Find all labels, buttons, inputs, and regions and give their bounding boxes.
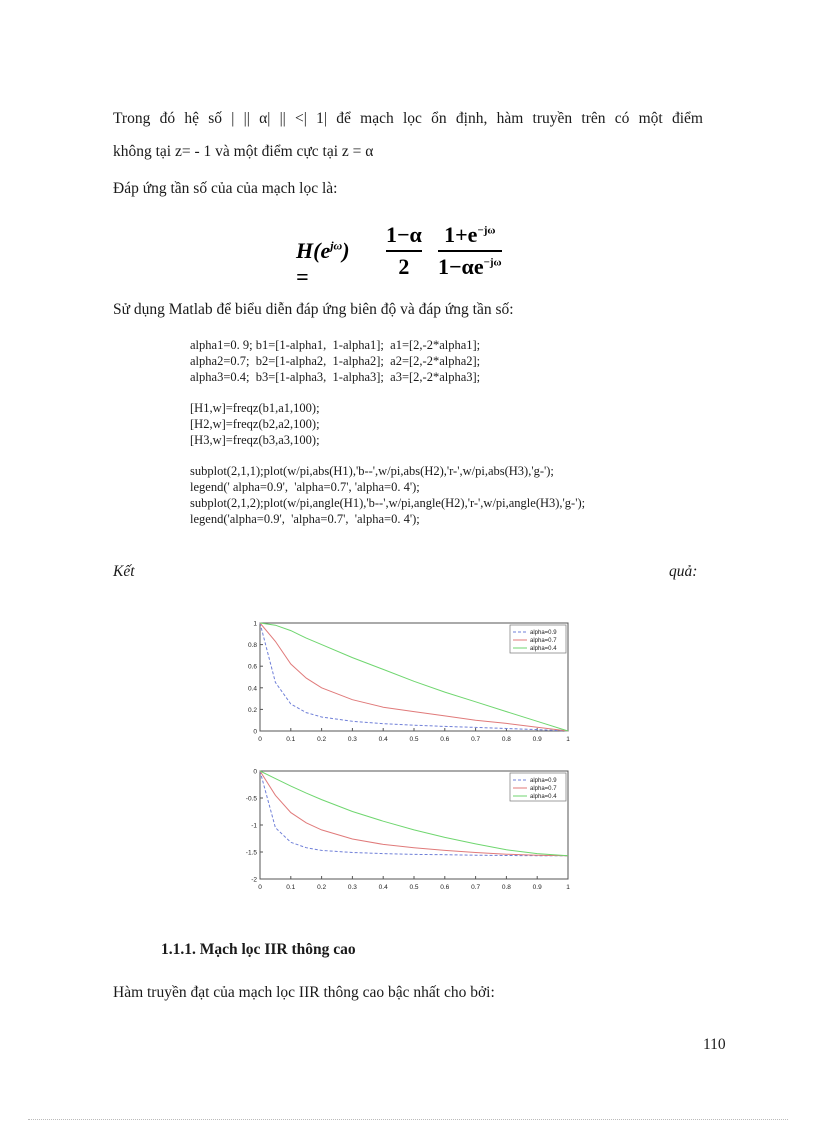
fraction-bar [386,250,422,252]
x-tick-label: 0.7 [471,736,481,743]
x-tick-label: 0.2 [317,736,327,743]
legend-label: alpha=0.4 [530,794,557,800]
legend-label: alpha=0.9 [530,630,557,636]
paragraph: Đáp ứng tần số của của mạch lọc là: [113,180,338,197]
x-tick-label: 1 [566,884,570,891]
code-line: alpha2=0.7; b2=[1-alpha2, 1-alpha2]; a2=[2,-2*alpha2]; [190,354,481,368]
x-tick-label: 0.6 [440,736,450,743]
paragraph-line: Trong đó hệ số | || α| || <| 1| để mạch lọc ổn định, hàm truyền trên có một điểm [113,110,703,127]
y-tick-label: 0.8 [247,642,257,650]
magnitude-chart-svg [240,615,580,750]
x-tick-label: 0.4 [378,884,388,891]
y-tick-label: 0.4 [247,685,257,693]
code-line: [H2,w]=freqz(b2,a2,100); [190,417,320,431]
x-tick-label: 0.4 [378,736,388,743]
x-tick-label: 0 [258,884,262,891]
fraction-2-numerator [444,222,495,248]
legend-label: alpha=0.4 [530,646,557,652]
fraction-bar [438,250,502,252]
y-tick-label: 0.2 [247,706,257,714]
code-line: legend('alpha=0.9', 'alpha=0.7', 'alpha=0. 4'); [190,512,420,526]
x-tick-label: 0.3 [347,736,357,743]
magnitude-response-chart [240,615,580,750]
x-tick-label: 0.1 [286,736,296,743]
legend-label: alpha=0.7 [530,786,557,792]
phase-chart-svg [240,763,580,898]
x-tick-label: 0.5 [409,736,419,743]
section-heading: 1.1.1. Mạch lọc IIR thông cao [161,941,356,958]
result-label-left: Kết [113,563,135,580]
paragraph: Hàm truyền đạt của mạch lọc IIR thông cao bậc nhất cho bởi: [113,984,495,1001]
y-tick-label: 0.6 [247,663,257,671]
x-tick-label: 0 [258,736,262,743]
x-tick-label: 1 [566,736,570,743]
code-line: [H1,w]=freqz(b1,a1,100); [190,401,320,415]
y-tick-label: 0 [253,728,257,736]
x-tick-label: 0.8 [501,736,511,743]
page-number: 110 [703,1036,726,1053]
code-line: legend(' alpha=0.9', 'alpha=0.7', 'alpha=0. 4'); [190,480,420,494]
formula-lhs-sup: jω [330,238,343,253]
fraction-2-denominator [438,254,502,280]
code-line: alpha1=0. 9; b1=[1-alpha1, 1-alpha1]; a1=[2,-2*alpha1]; [190,338,481,352]
fraction-1-numerator: 1−α [386,222,422,247]
code-line: subplot(2,1,2);plot(w/pi,angle(H1),'b--',w/pi,angle(H2),'r-',w/pi,angle(H3),'g-'); [190,496,586,510]
x-tick-label: 0.5 [409,884,419,891]
fraction-2-numerator-sup: −jω [477,224,496,237]
x-tick-label: 0.1 [286,884,296,891]
y-tick-label: 1 [253,620,257,628]
x-tick-label: 0.9 [532,884,542,891]
x-tick-label: 0.8 [501,884,511,891]
fraction-2-denominator-sup: −jω [483,256,502,269]
code-line: subplot(2,1,1);plot(w/pi,abs(H1),'b--',w/pi,abs(H2),'r-',w/pi,abs(H3),'g-'); [190,464,554,478]
y-tick-label: 0 [253,768,257,776]
formula-lhs [296,238,350,290]
x-tick-label: 0.9 [532,736,542,743]
paragraph: Sử dụng Matlab để biểu diễn đáp ứng biên độ và đáp ứng tần số: [113,301,514,318]
fraction-2-denominator-base: 1−αe [438,254,484,279]
legend-label: alpha=0.9 [530,778,557,784]
formula-lhs-end: ) = [296,238,350,289]
x-tick-label: 0.7 [471,884,481,891]
formula-lhs-text: H(e [296,238,331,263]
x-tick-label: 0.6 [440,884,450,891]
result-label-right: quả: [669,563,698,580]
fraction-1-denominator: 2 [398,254,410,279]
fraction-2-numerator-base: 1+e [444,222,478,247]
phase-response-chart [240,763,580,898]
y-tick-label: -1.5 [245,849,257,857]
code-line: alpha3=0.4; b3=[1-alpha3, 1-alpha3]; a3=[2,-2*alpha3]; [190,370,481,384]
page-footer-rule [28,1119,788,1120]
legend-label: alpha=0.7 [530,638,557,644]
fraction-1 [386,222,422,280]
fraction-2 [438,222,502,280]
y-tick-label: -0.5 [245,795,257,803]
x-tick-label: 0.3 [347,884,357,891]
x-tick-label: 0.2 [317,884,327,891]
code-line: [H3,w]=freqz(b3,a3,100); [190,433,320,447]
paragraph-line: không tại z= - 1 và một điểm cực tại z = α [113,143,374,160]
y-tick-label: -1 [251,822,257,830]
y-tick-label: -2 [251,876,257,884]
